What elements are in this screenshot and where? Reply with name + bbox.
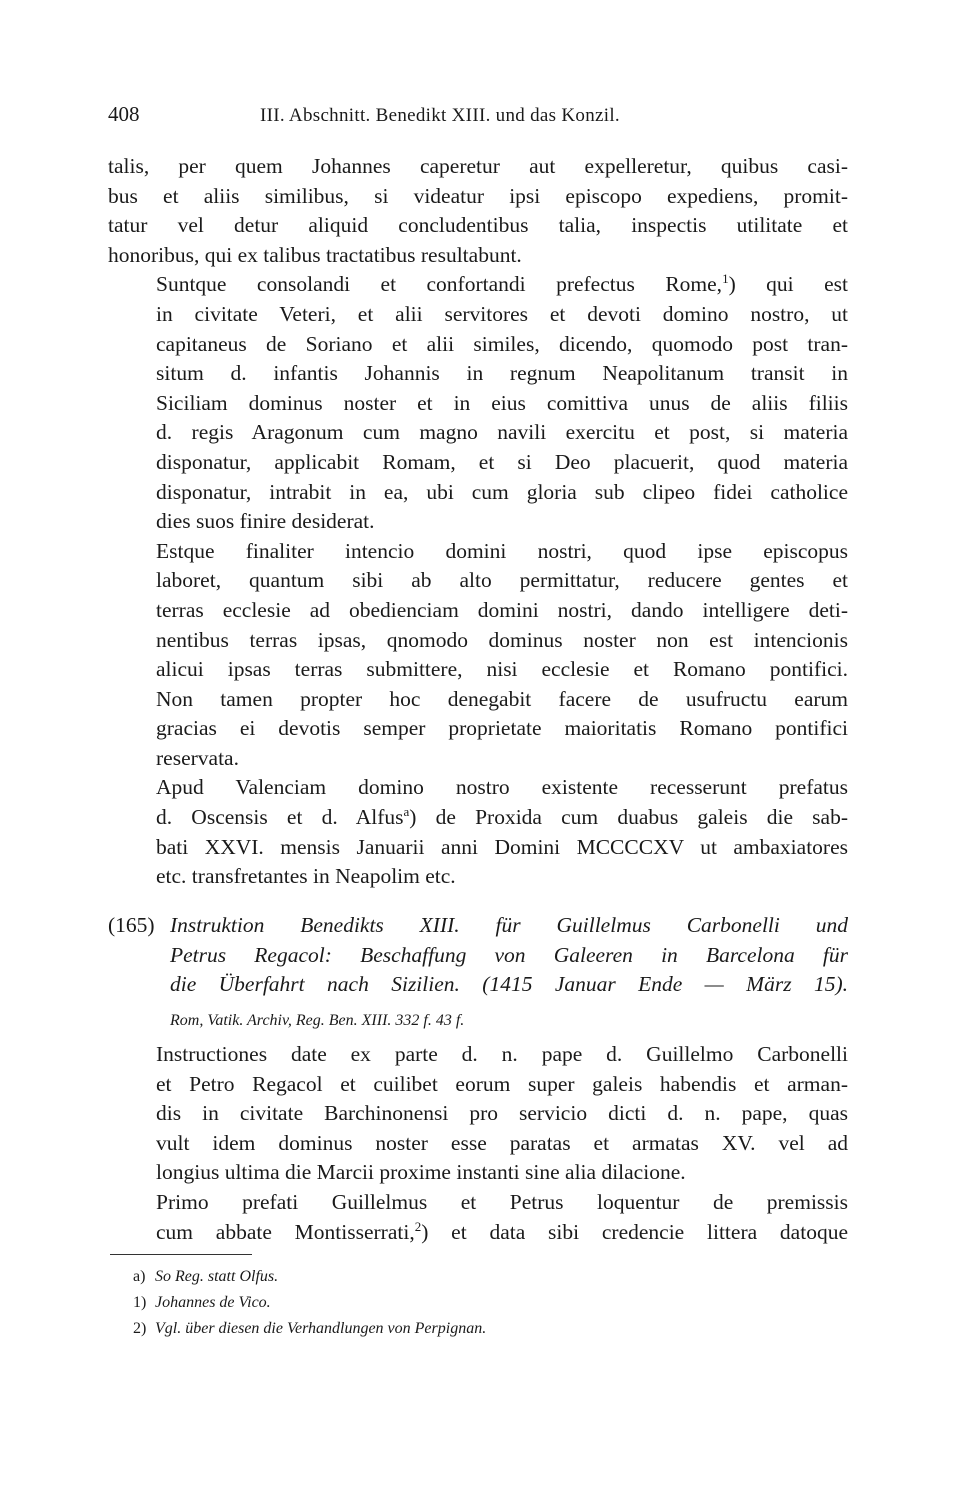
text-line: Primo prefati Guillelmus et Petrus loquentur de premissis	[156, 1189, 848, 1214]
text-line: gracias ei devotis semper proprietate maioritatis Romano pontifici	[156, 716, 848, 741]
text-line: terras ecclesie ad obedienciam domini nostri, dando intelligere deti-	[156, 597, 848, 622]
paragraph-4	[108, 773, 848, 891]
text-line: dies suos finire desiderat.	[156, 509, 375, 534]
footnote-mark: 1)	[133, 1294, 147, 1311]
text-line: reservata.	[156, 745, 239, 770]
text-line: Estque finaliter intencio domini nostri, quod ipse episcopus	[156, 538, 848, 563]
footnote-text: So Reg. statt Olfus.	[155, 1268, 279, 1285]
text-line: alicui ipsas terras submittere, nisi ecclesie et Romano pontifici.	[156, 657, 848, 682]
text-segment: d. Oscensis et d. Alfus	[156, 805, 404, 830]
running-title: III. Abschnitt. Benedikt XIII. und das Konzil.	[260, 105, 620, 126]
text-line: vult idem dominus noster esse paratas et armatas XV. vel ad	[156, 1130, 848, 1155]
text-segment: )	[421, 1219, 452, 1244]
text-line: bati XXVI. mensis Januarii anni Domini MCCCCXV ut ambaxiatores	[156, 834, 848, 859]
text-segment: et data sibi credencie littera datoque	[451, 1219, 848, 1244]
footnote-mark: 2)	[133, 1320, 147, 1337]
text-line: disponatur, applicabit Romam, et si Deo placuerit, quod materia	[156, 449, 848, 474]
text-line: situm d. infantis Johannis in regnum Neapolitanum transit in	[156, 361, 848, 386]
text-line: disponatur, intrabit in ea, ubi cum gloria sub clipeo fidei catholice	[156, 479, 848, 504]
text-line: capitaneus de Soriano et alii similes, dicendo, quomodo post tran-	[156, 331, 848, 356]
text-line	[108, 270, 848, 300]
text-segment: cum abbate Montisserrati,	[156, 1219, 415, 1244]
text-line: d. regis Aragonum cum magno navili exercitu et post, si materia	[156, 420, 848, 445]
section-number: (165)	[108, 913, 155, 937]
footnote-text: Vgl. über diesen die Verhandlungen von Perpignan.	[155, 1320, 487, 1337]
paragraph-5	[108, 1040, 848, 1188]
heading-line: Petrus Regacol: Beschaffung von Galeeren in Barcelona für	[170, 942, 848, 967]
text-line: tatur vel detur aliquid concludentibus talia, inspectis utilitate et	[108, 213, 848, 238]
text-line: in civitate Veteri, et alii servitores et devoti domino nostro, ut	[156, 301, 848, 326]
paragraph-2	[108, 270, 848, 536]
paragraph-3	[108, 537, 848, 774]
heading-line: die Überfahrt nach Sizilien. (1415 Januar Ende — März 15).	[170, 972, 848, 997]
page-number: 408	[108, 102, 140, 126]
text-line: laboret, quantum sibi ab alto permittatur, reducere gentes et	[156, 568, 848, 593]
text-line: et Petro Regacol et cuilibet eorum super galeis habendis et arman-	[156, 1071, 848, 1096]
footnote-a	[133, 1264, 845, 1290]
footnote-ref-a: a	[403, 803, 410, 819]
text-line: Instructiones date ex parte d. n. pape d. Guillelmo Carbonelli	[156, 1042, 848, 1066]
heading-line	[108, 911, 848, 941]
text-line	[108, 803, 848, 833]
footnote-ref-2: 2	[414, 1218, 422, 1234]
footnote-ref-1: 1	[722, 271, 729, 287]
text-line: Siciliam dominus noster et in eius comittiva unus de aliis filiis	[156, 390, 848, 415]
text-segment: ) qui est	[728, 272, 848, 297]
footnote-mark: a)	[133, 1268, 146, 1285]
text-line: talis, per quem Johannes caperetur aut expelleretur, quibus casi-	[108, 154, 848, 178]
text-line: etc. transfretantes in Neapolim etc.	[156, 864, 456, 889]
running-header	[108, 102, 848, 128]
archive-source: Rom, Vatik. Archiv, Reg. Ben. XIII. 332 f. 43 f.	[170, 1012, 465, 1029]
section-text	[108, 1040, 848, 1247]
footnote-1	[133, 1290, 845, 1316]
text-segment: ) de Proxida cum duabus galeis die sab-	[409, 805, 849, 830]
text-segment: Suntque consolandi et confortandi prefectus Rome,	[156, 272, 723, 297]
text-line: bus et aliis similibus, si videatur ipsi episcopo expediens, promit-	[108, 183, 848, 208]
main-text	[108, 152, 848, 892]
text-line	[108, 1218, 848, 1248]
footnotes	[133, 1264, 845, 1342]
section-heading	[108, 911, 848, 1000]
text-line: honoribus, qui ex talibus tractatibus resultabunt.	[108, 242, 522, 267]
paragraph-1	[108, 152, 848, 270]
footnote-2	[133, 1316, 845, 1342]
paragraph-6	[108, 1188, 848, 1247]
text-line: Apud Valenciam domino nostro existente recesserunt prefatus	[156, 775, 848, 800]
text-line: dis in civitate Barchinonensi pro servicio dicti d. n. pape, quas	[156, 1101, 848, 1126]
text-line: longius ultima die Marcii proxime instanti sine alia dilacione.	[156, 1160, 686, 1185]
heading-text: Instruktion Benedikts XIII. für Guillelmus Carbonelli und	[170, 913, 848, 937]
text-line: Non tamen propter hoc denegabit facere de usufructu earum	[156, 686, 848, 711]
text-line: nentibus terras ipsas, qnomodo dominus noster non est intencionis	[156, 627, 848, 652]
footnote-divider	[110, 1254, 252, 1255]
footnote-text: Johannes de Vico.	[155, 1294, 271, 1311]
